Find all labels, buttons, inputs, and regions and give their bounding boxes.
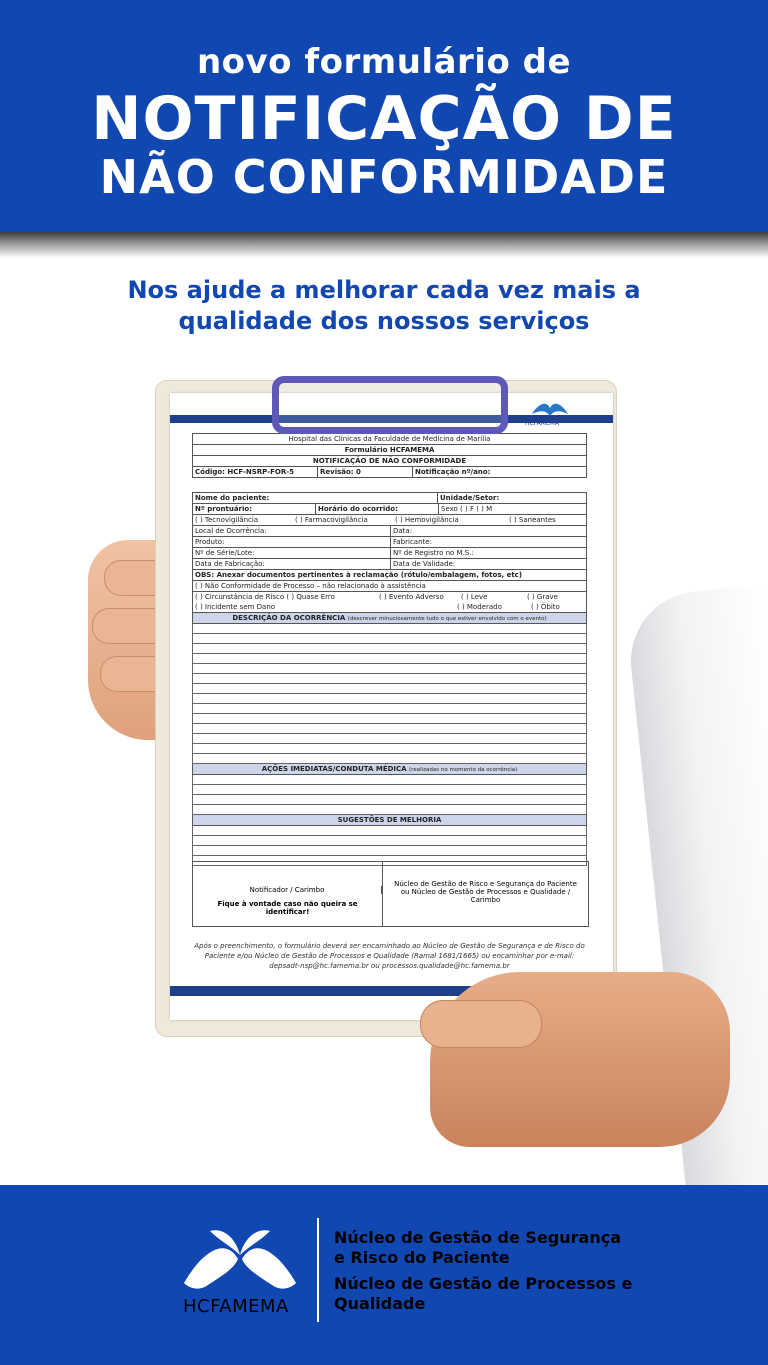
footer-unit2: Núcleo de Gestão de Processos e Qualidade bbox=[334, 1274, 633, 1313]
form-line bbox=[192, 744, 587, 754]
form-time: Horário do ocorrido: bbox=[316, 504, 439, 514]
form-line bbox=[192, 634, 587, 644]
tagline-line1: Nos ajude a melhorar cada vez mais a bbox=[127, 276, 641, 304]
form-serial: Nº de Série/Lote: bbox=[193, 548, 391, 558]
form-logo-text: HCFAMEMA bbox=[525, 420, 559, 427]
form-line bbox=[192, 754, 587, 764]
form-line bbox=[192, 826, 587, 836]
signature-left-label: Notificador / Carimbo bbox=[193, 886, 382, 894]
form-line bbox=[192, 836, 587, 846]
form-footnote: Após o preenchimento, o formulário deverá ser encaminhado ao Núcleo de Gestão de Segurança e de Risco do Paciente e/ou Núcleo de Gestão de Processos e Qualidade (Ramal 1681/1665) ou encaminhar por e-mail: depsadt-nsp@hc.famema.br ou processos.qualidade@hc.famema.br bbox=[194, 942, 585, 970]
form-process: ( ) Não Conformidade de Processo – não relacionado à assistência bbox=[195, 582, 426, 590]
form-vig4: ( ) Saneantes bbox=[509, 516, 556, 524]
form-vig2: ( ) Farmacovigilância bbox=[295, 516, 368, 524]
signature-left-note: Fique à vontade caso não queira se identificar! bbox=[217, 900, 358, 916]
form-sex: Sexo ( ) F ( ) M bbox=[441, 505, 493, 513]
form-line bbox=[192, 704, 587, 714]
right-thumb bbox=[420, 1000, 542, 1048]
tagline-line2: qualidade dos nossos serviços bbox=[178, 307, 590, 335]
form-risk5: ( ) Incidente sem Dano bbox=[195, 603, 276, 611]
form-revision: Revisão: 0 bbox=[318, 467, 413, 477]
clipboard-clip bbox=[272, 376, 508, 434]
section-description-hint: (descrever minuciosamente tudo o que estiver envolvido com o evento) bbox=[347, 616, 547, 622]
section-description bbox=[192, 613, 587, 624]
form-line bbox=[192, 795, 587, 805]
footer-logo-text: HCFAMEMA bbox=[183, 1296, 289, 1317]
form-line bbox=[192, 674, 587, 684]
form-body bbox=[192, 433, 587, 866]
form-row bbox=[192, 548, 587, 559]
form-row bbox=[192, 445, 587, 456]
form-code: Código: HCF-NSRP-FOR-5 bbox=[193, 467, 318, 477]
form-row bbox=[192, 492, 587, 504]
hcfamema-logo-icon bbox=[180, 1225, 300, 1295]
form-exp-date: Data de Validade: bbox=[393, 560, 456, 568]
form-line bbox=[192, 664, 587, 674]
form-row bbox=[192, 559, 587, 570]
form-line bbox=[192, 724, 587, 734]
form-risk3: ( ) Leve bbox=[461, 593, 488, 601]
form-row bbox=[192, 537, 587, 548]
form-line bbox=[192, 654, 587, 664]
form-risk1: ( ) Circunstância de Risco ( ) Quase Erro bbox=[195, 593, 335, 601]
form-line bbox=[192, 624, 587, 634]
header-title-line2: NÃO CONFORMIDADE bbox=[99, 150, 669, 204]
section-suggestions-title: SUGESTÕES DE MELHORIA bbox=[337, 816, 442, 824]
form-date: Data: bbox=[393, 527, 413, 535]
section-suggestions bbox=[192, 815, 587, 826]
form-obs: OBS: Anexar documentos pertinentes à reclamação (rótulo/embalagem, fotos, etc) bbox=[195, 571, 523, 579]
form-row bbox=[192, 581, 587, 592]
header-title-line1: NOTIFICAÇÃO DE bbox=[91, 84, 677, 154]
form-record: Nº prontuário: bbox=[193, 504, 316, 514]
form-title: NOTIFICAÇÃO DE NÃO CONFORMIDADE bbox=[312, 457, 467, 465]
form-risk2: ( ) Evento Adverso bbox=[379, 593, 444, 601]
form-row bbox=[192, 570, 587, 581]
form-line bbox=[192, 805, 587, 815]
form-row bbox=[192, 592, 587, 602]
form-row bbox=[192, 433, 587, 445]
form-risk6: ( ) Moderado bbox=[457, 603, 502, 611]
form-line bbox=[192, 785, 587, 795]
form-product: Produto: bbox=[193, 537, 391, 547]
form-row bbox=[192, 467, 587, 478]
form-risk4: ( ) Grave bbox=[527, 593, 558, 601]
section-description-title: DESCRIÇÃO DA OCORRÊNCIA bbox=[232, 614, 346, 622]
form-row bbox=[192, 515, 587, 526]
header-banner bbox=[0, 0, 768, 232]
form-row bbox=[192, 602, 587, 613]
form-vig1: ( ) Tecnovigilância bbox=[195, 516, 259, 524]
signature-right-label: Núcleo de Gestão de Risco e Segurança do Paciente ou Núcleo de Gestão de Processos e Qualidade / Carimbo bbox=[394, 880, 577, 904]
header-subtitle: novo formulário de bbox=[196, 42, 572, 82]
form-paper bbox=[170, 393, 613, 1020]
form-row bbox=[192, 504, 587, 515]
form-unit: Unidade/Setor: bbox=[440, 494, 500, 502]
form-mfg-date: Data de Fabricação: bbox=[193, 559, 391, 569]
form-name: Formulário HCFAMEMA bbox=[344, 446, 435, 454]
header-shadow bbox=[0, 232, 768, 258]
section-actions-title: AÇÕES IMEDIATAS/CONDUTA MÉDICA bbox=[261, 765, 407, 773]
form-place: Local de Ocorrência: bbox=[193, 526, 391, 536]
form-line bbox=[192, 734, 587, 744]
form-line bbox=[192, 775, 587, 785]
form-row bbox=[192, 526, 587, 537]
form-institution: Hospital das Clínicas da Faculdade de Medicina de Marília bbox=[288, 435, 491, 443]
section-actions-hint: (realizadas no momento da ocorrência) bbox=[409, 767, 518, 773]
section-actions bbox=[192, 764, 587, 775]
form-line bbox=[192, 694, 587, 704]
form-line bbox=[192, 684, 587, 694]
footer-divider bbox=[317, 1218, 319, 1322]
form-vig3: ( ) Hemovigilância bbox=[395, 516, 459, 524]
form-maker: Fabricante: bbox=[393, 538, 432, 546]
signature-left bbox=[193, 862, 383, 926]
form-risk7: ( ) Óbito bbox=[531, 603, 560, 611]
form-line bbox=[192, 846, 587, 856]
form-line bbox=[192, 644, 587, 654]
tagline bbox=[0, 275, 768, 337]
form-patient: Nome do paciente: bbox=[193, 493, 438, 503]
hcfamema-logo-icon bbox=[530, 398, 570, 418]
form-line bbox=[192, 714, 587, 724]
form-row bbox=[192, 456, 587, 467]
form-registry: Nº de Registro no M.S.: bbox=[393, 549, 474, 557]
right-hand bbox=[430, 972, 730, 1147]
footer-unit1: Núcleo de Gestão de Segurança e Risco do Paciente bbox=[334, 1228, 622, 1267]
form-notification: Notificação nº/ano: bbox=[415, 468, 491, 476]
signature-box bbox=[192, 861, 589, 927]
